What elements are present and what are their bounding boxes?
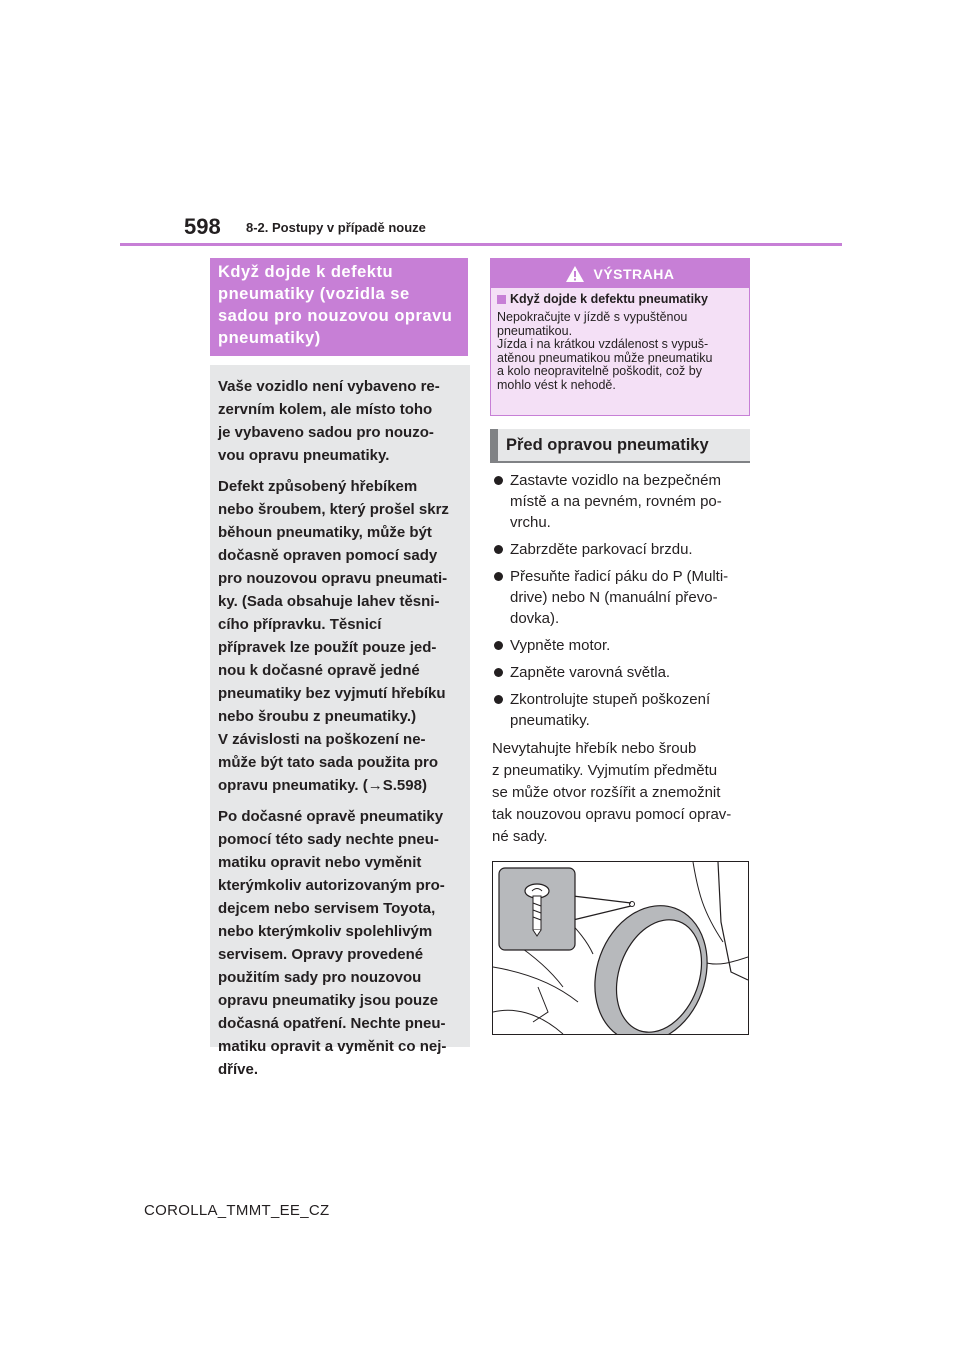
- warning-subheading: [491, 288, 749, 306]
- info-paragraph: Defekt způsobený hřebíkem nebo šroubem, který prošel skrz běhoun pneumatiky, může být dočasně opraven pomocí sady pro nouzovou opravu pneumati- ky. (Sada obsahuje lahev těsni- cího přípravku. Těsnicí přípravek lze použít pouze jed- nou k dočasné opravě jedné pneumatiky bez vyjmutí hřebíku nebo šroubu z pneumatiky.) V závislosti na poškození ne- může být tato sada použita pro opravu pneumatiky. (→S.598): [218, 478, 449, 794]
- info-paragraph: Vaše vozidlo není vybaveno re- zervním kolem, ale místo toho je vybaveno sadou pro nouzo- vou opravu pneumatiky.: [218, 378, 440, 464]
- list-item: Přesuňte řadicí páku do P (Multi-drive) nebo N (manuální převo-dovka).: [492, 566, 754, 629]
- instruction-list: [492, 470, 754, 737]
- list-item: Vypněte motor.: [492, 635, 754, 656]
- caution-paragraph: Nevytahujte hřebík nebo šroub z pneumatiky. Vyjmutím předmětu se může otvor rozšířit a znemožnit tak nouzovou opravu pomocí oprav- né sady.: [492, 740, 732, 845]
- list-item: Zastavte vozidlo na bezpečném místě a na pevném, rovném po-vrchu.: [492, 470, 754, 533]
- warning-title-bar: [491, 259, 749, 288]
- footer-code: COROLLA_TMMT_EE_CZ: [144, 1202, 330, 1219]
- warning-text: Nepokračujte v jízdě s vypuštěnou pneumatikou. Jízda i na krátkou vzdálenost s vypuš- atěnou pneumatikou může pneumatiku a kolo neopravitelně poškodit, což by mohlo vést k nehodě.: [497, 310, 713, 392]
- tire-illustration-image: [493, 862, 748, 1034]
- page-number: 598: [184, 214, 221, 239]
- warning-box: [490, 258, 750, 416]
- warning-title: VÝSTRAHA: [593, 265, 675, 282]
- warning-triangle-icon: [565, 265, 585, 283]
- header-rule: [120, 243, 842, 246]
- right-section-heading: Před opravou pneumatiky: [490, 429, 750, 463]
- section-header: 8-2. Postupy v případě nouze: [246, 220, 426, 235]
- list-item: Zapněte varovná světla.: [492, 662, 754, 683]
- left-section-heading: Když dojde k defektu pneumatiky (vozidla se sadou pro nouzovou opravu pneumatiky): [210, 258, 468, 356]
- left-info-box: [210, 365, 470, 1078]
- square-bullet-icon: [497, 295, 506, 304]
- list-item: Zabrzděte parkovací brzdu.: [492, 539, 754, 560]
- tire-nail-illustration: [492, 861, 749, 1035]
- list-item: Zkontrolujte stupeň poškození pneumatiky.: [492, 689, 754, 731]
- info-paragraph: Po dočasné opravě pneumatiky pomocí této sady nechte pneu- matiku opravit nebo vyměnit kterýmkoliv autorizovaným pro- dejcem nebo servisem Toyota, nebo kterýmkoliv spolehlivým servisem. Opravy provedené použitím sady pro nouzovou opravu pneumatiky jsou pouze dočasná opatření. Nechte pneu- matiku opravit a vyměnit co nej- dříve.: [218, 808, 447, 1078]
- warning-subheading-text: Když dojde k defektu pneumatiky: [510, 292, 708, 306]
